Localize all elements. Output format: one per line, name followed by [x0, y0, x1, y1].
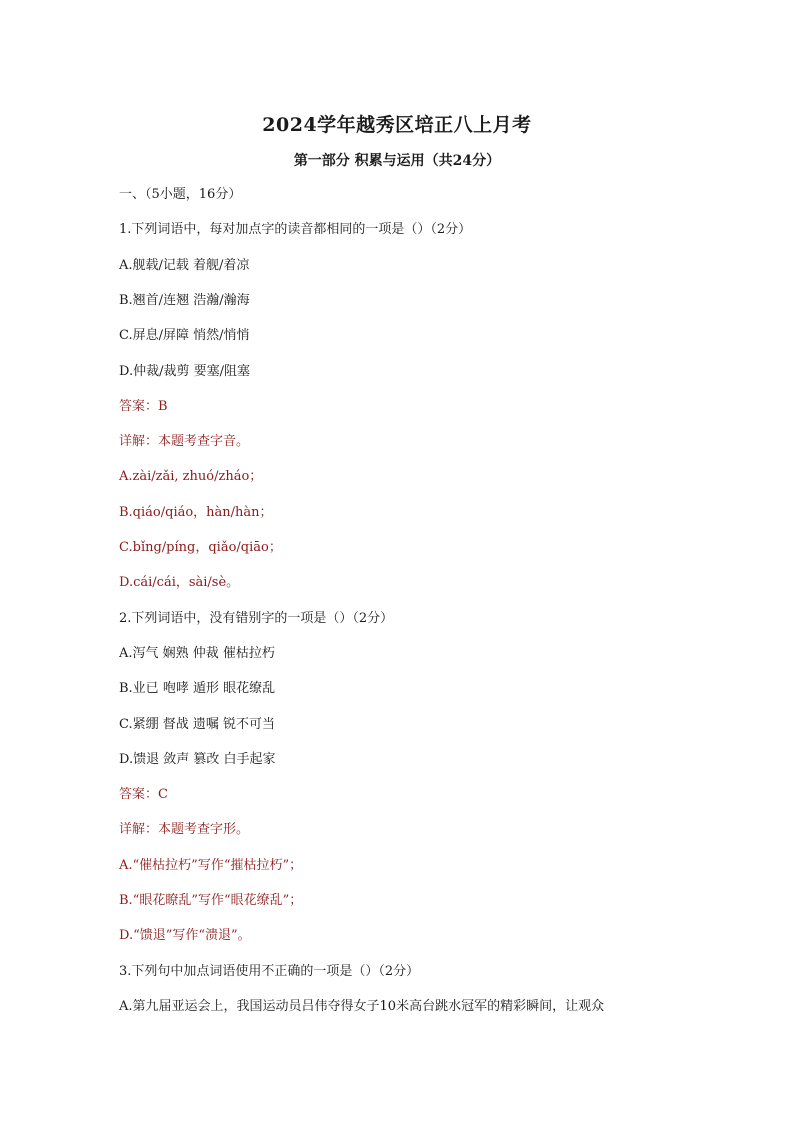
answer-line: 答案：C — [119, 787, 168, 802]
question-line: 2.下列词语中，没有错别字的一项是（）（2分） — [119, 611, 394, 626]
answer-line: D.“馈退”写作“溃退”。 — [119, 928, 251, 943]
question-line: 1.下列词语中，每对加点字的读音都相同的一项是（）（2分） — [119, 222, 472, 237]
answer-line: A.“催枯拉朽”写作“摧枯拉朽”； — [119, 858, 303, 873]
question-line: D.馈退 敛声 篡改 白手起家 — [119, 752, 276, 767]
section-title: 第一部分 积累与运用（共24分） — [293, 153, 501, 169]
answer-line: B.qiáo/qiáo，hàn/hàn； — [119, 505, 273, 520]
question-line: C.屏息/屏障 悄然/悄悄 — [119, 328, 250, 343]
question-line: 一、（5小题，16分） — [119, 187, 242, 202]
answer-line: C.bǐng/píng，qiǎo/qiāo； — [119, 540, 282, 555]
question-line: A.第九届亚运会上，我国运动员吕伟夺得女子10米高台跳水冠军的精彩瞬间，让观众 — [119, 999, 605, 1014]
question-line: A.泻气 娴熟 仲裁 催枯拉朽 — [119, 646, 275, 661]
answer-line: D.cái/cái，sài/sè。 — [119, 575, 240, 590]
question-line: B.业已 咆哮 遁形 眼花缭乱 — [119, 681, 276, 696]
answer-line: B.“眼花瞭乱”写作“眼花缭乱”； — [119, 893, 303, 908]
answer-line: 答案：B — [119, 399, 168, 414]
question-line: D.仲裁/裁剪 要塞/阻塞 — [119, 364, 250, 379]
answer-line: 详解：本题考查字形。 — [119, 822, 250, 837]
question-line: C.紧绷 督战 遗嘱 锐不可当 — [119, 717, 276, 732]
question-line: B.翘首/连翘 浩瀚/瀚海 — [119, 293, 250, 308]
question-line: 3.下列句中加点词语使用不正确的一项是（）（2分） — [119, 964, 420, 979]
answer-line: 详解：本题考查字音。 — [119, 434, 250, 449]
answer-line: A.zài/zǎi, zhuó/zháo； — [119, 469, 263, 484]
page-title: 2024学年越秀区培正八上月考 — [262, 114, 532, 136]
question-line: A.舰载/记载 着舰/着凉 — [119, 258, 250, 273]
